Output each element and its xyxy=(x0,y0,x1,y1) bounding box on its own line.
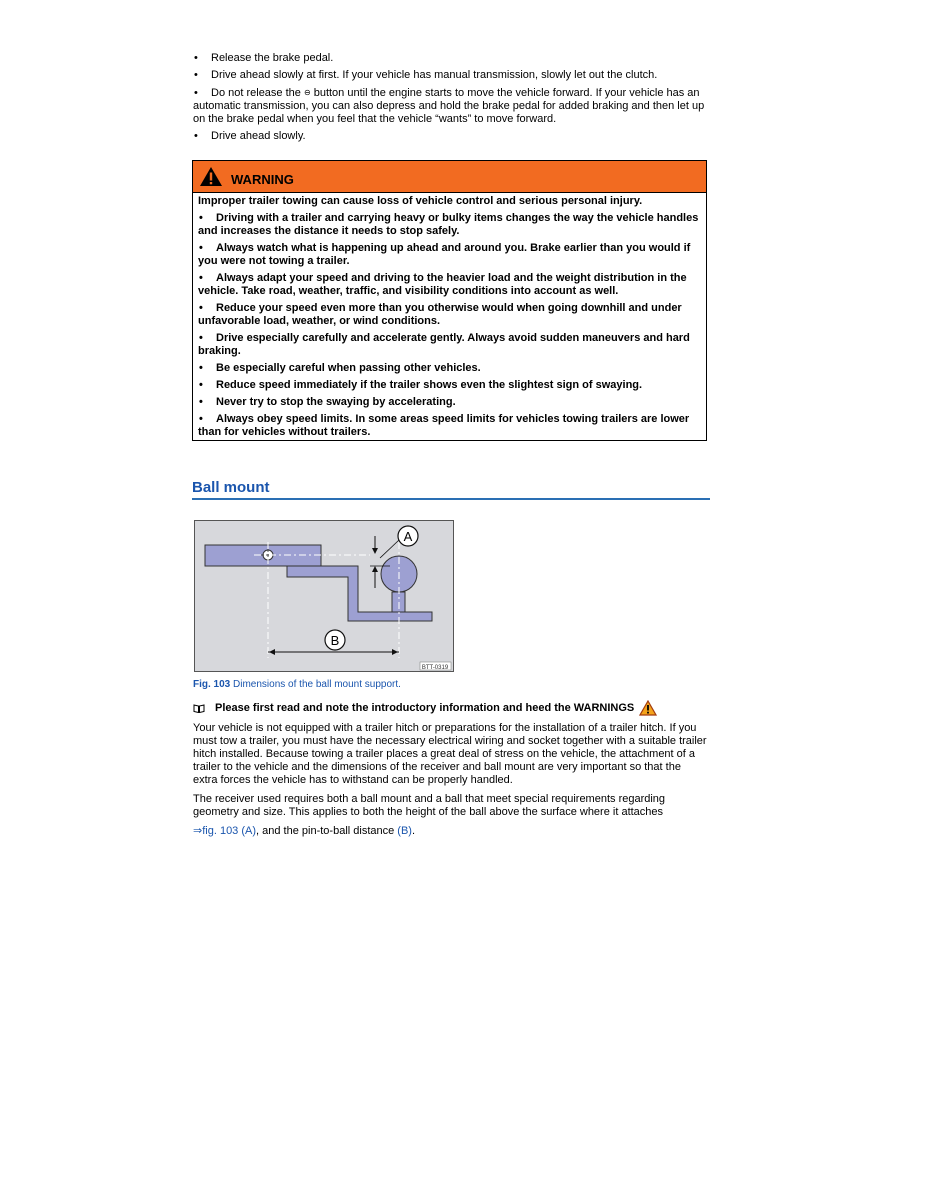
warning-title: WARNING xyxy=(231,172,294,187)
warning-item-text: Be especially careful when passing other vehicles. xyxy=(216,362,481,374)
bullet-dot: • xyxy=(199,242,203,254)
figure-caption xyxy=(193,679,401,690)
warning-lead: Improper trailer towing can cause loss of vehicle control and serious personal injury. xyxy=(198,195,643,207)
warning-item-text: Always adapt your speed and driving to the heavier load and the weight distribution in the vehicle. Take road, weather, traffic, and visibility conditions into account as well. xyxy=(198,272,687,297)
paragraph-text: , and the pin-to-ball distance xyxy=(256,825,398,837)
warning-item xyxy=(198,413,701,439)
bullet-dot: • xyxy=(199,396,203,408)
bullet-dot: • xyxy=(194,52,198,64)
caption-number: Fig. 103 xyxy=(193,679,231,690)
bullet-dot: • xyxy=(199,413,203,425)
bullet-dot: • xyxy=(199,302,203,314)
bullet-dot: • xyxy=(194,69,198,81)
bullet-dot: • xyxy=(199,362,203,374)
list-item-text: Do not release the xyxy=(211,87,304,99)
intro-text: Please first read and note the introductory information and heed the WARNINGS xyxy=(215,702,635,714)
book-icon xyxy=(193,704,205,713)
warning-item-text: Reduce speed immediately if the trailer shows even the slightest sign of swaying. xyxy=(216,379,643,391)
bullet-dot: • xyxy=(199,332,203,344)
warning-item xyxy=(198,212,701,238)
warning-item-text: Always watch what is happening up ahead and around you. Brake earlier than you would if you were not towing a trailer. xyxy=(198,242,691,267)
list-item-text: button until the engine starts to move the vehicle forward. If your vehicle has an automatic transmission, you can also depress and hold the brake pedal for added braking and then let up on the brake pedal when you feel that the vehicle “wants” to move forward. xyxy=(193,87,705,125)
body-paragraph xyxy=(193,825,708,838)
bullet-dot: • xyxy=(199,212,203,224)
warning-item xyxy=(198,396,701,409)
instruction-list xyxy=(193,52,708,147)
bullet-dot: • xyxy=(199,379,203,391)
warning-item-text: Driving with a trailer and carrying heavy or bulky items changes the way the vehicle handles and increases the distance it needs to stop safely. xyxy=(198,212,699,237)
figure-link-a[interactable]: ⇒fig. 103 (A) xyxy=(193,825,257,837)
warning-box xyxy=(192,160,707,441)
ball-mount-figure xyxy=(194,520,454,672)
label-b: B xyxy=(330,633,340,648)
warning-item xyxy=(198,332,701,358)
list-item xyxy=(193,130,708,143)
warning-item xyxy=(198,362,701,375)
warning-header xyxy=(193,161,706,193)
brake-button-icon: ⊖ xyxy=(303,88,311,97)
label-a: A xyxy=(403,529,413,544)
caption-text: Dimensions of the ball mount support. xyxy=(233,679,401,690)
paragraph-text: . xyxy=(411,825,416,837)
warning-item-text: Reduce your speed even more than you otherwise would when going downhill and under unfavorable load, weather, or wind conditions. xyxy=(198,302,682,327)
list-item xyxy=(193,52,708,65)
warning-body xyxy=(193,193,706,439)
warning-item-text: Drive especially carefully and accelerate gently. Always avoid sudden maneuvers and hard braking. xyxy=(198,332,690,357)
section-heading xyxy=(192,480,710,500)
warning-item-text: Always obey speed limits. In some areas speed limits for vehicles towing trailers are lower than for vehicles without trailers. xyxy=(198,413,690,438)
body-paragraph: The receiver used requires both a ball mount and a ball that meet special requirements regarding geometry and size. This applies to both the height of the ball above the surface where it attaches xyxy=(193,793,666,818)
warning-triangle-icon[interactable] xyxy=(639,700,657,716)
bullet-dot: • xyxy=(199,272,203,284)
list-item-text: Drive ahead slowly. xyxy=(211,130,306,142)
bullet-dot: • xyxy=(194,87,198,99)
warning-item xyxy=(198,379,701,392)
section-title: Ball mount xyxy=(192,479,270,496)
bullet-dot: • xyxy=(194,130,198,142)
figure-code: BTT-0319 xyxy=(421,665,449,671)
warning-item xyxy=(198,272,701,298)
list-item xyxy=(193,86,708,126)
list-item-text: Release the brake pedal. xyxy=(211,52,334,64)
list-item-text: Drive ahead slowly at first. If your vehicle has manual transmission, slowly let out the clutch. xyxy=(211,69,658,81)
warning-triangle-icon xyxy=(199,166,223,187)
list-item xyxy=(193,69,708,82)
figure-link-b[interactable]: (B) xyxy=(397,825,412,837)
warning-item xyxy=(198,302,701,328)
warning-item xyxy=(198,242,701,268)
body-paragraph: Your vehicle is not equipped with a trailer hitch or preparations for the installation of a trailer hitch. If you must tow a trailer, you must have the necessary electrical wiring and socket together with a suitable trailer hitch installed. Because towing a trailer places a great deal of stress on the vehicle, the attachment of a trailer to the vehicle and the dimensions of the receiver and ball mount are very important so that the extra forces the vehicle has to withstand can be properly handled. xyxy=(193,722,707,786)
intro-note xyxy=(193,700,657,716)
warning-item-text: Never try to stop the swaying by accelerating. xyxy=(216,396,456,408)
